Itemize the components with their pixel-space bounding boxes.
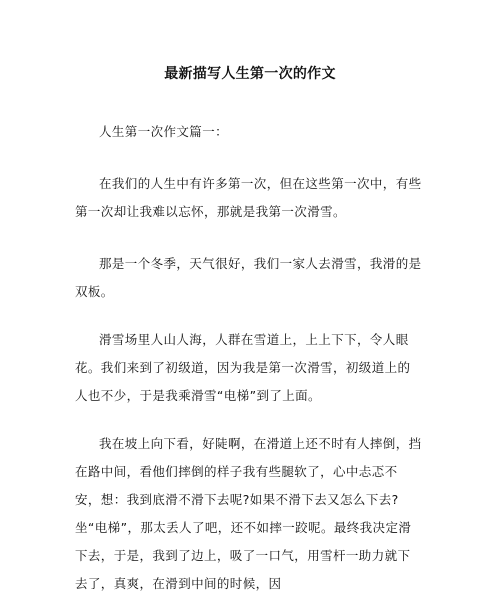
paragraph-3: 那是一个冬季，天气很好，我们一家人去滑雪，我滑的是双板。 xyxy=(75,256,422,299)
paragraph-4: 滑雪场里人山人海，人群在雪道上，上上下下，令人眼花。我们来到了初级道，因为我是第一次滑雪，初级道上的人也不少，于是我乘滑雪“电梯”到了上面。 xyxy=(75,332,411,403)
paragraph-5: 我在坡上向下看，好陡啊，在滑道上还不时有人摔倒，挡在路中间，看他们摔倒的样子我有些腿软了，心中忐忑不安，想：我到底滑不滑下去呢?如果不滑下去又怎么下去?坐“电梯”，那太丢人了吧，还不如摔一跤呢。最终我决定滑下去，于是，我到了边上，吸了一口气，用雪杆一助力就下去了，真爽，在滑到中间的时候，因 xyxy=(75,436,422,591)
document-title: 最新描写人生第一次的作文 xyxy=(164,66,336,82)
paragraph-2: 在我们的人生中有许多第一次，但在这些第一次中，有些第一次却让我难以忘怀，那就是我第一次滑雪。 xyxy=(75,176,422,219)
paragraph-1: 人生第一次作文篇一： xyxy=(99,124,229,139)
